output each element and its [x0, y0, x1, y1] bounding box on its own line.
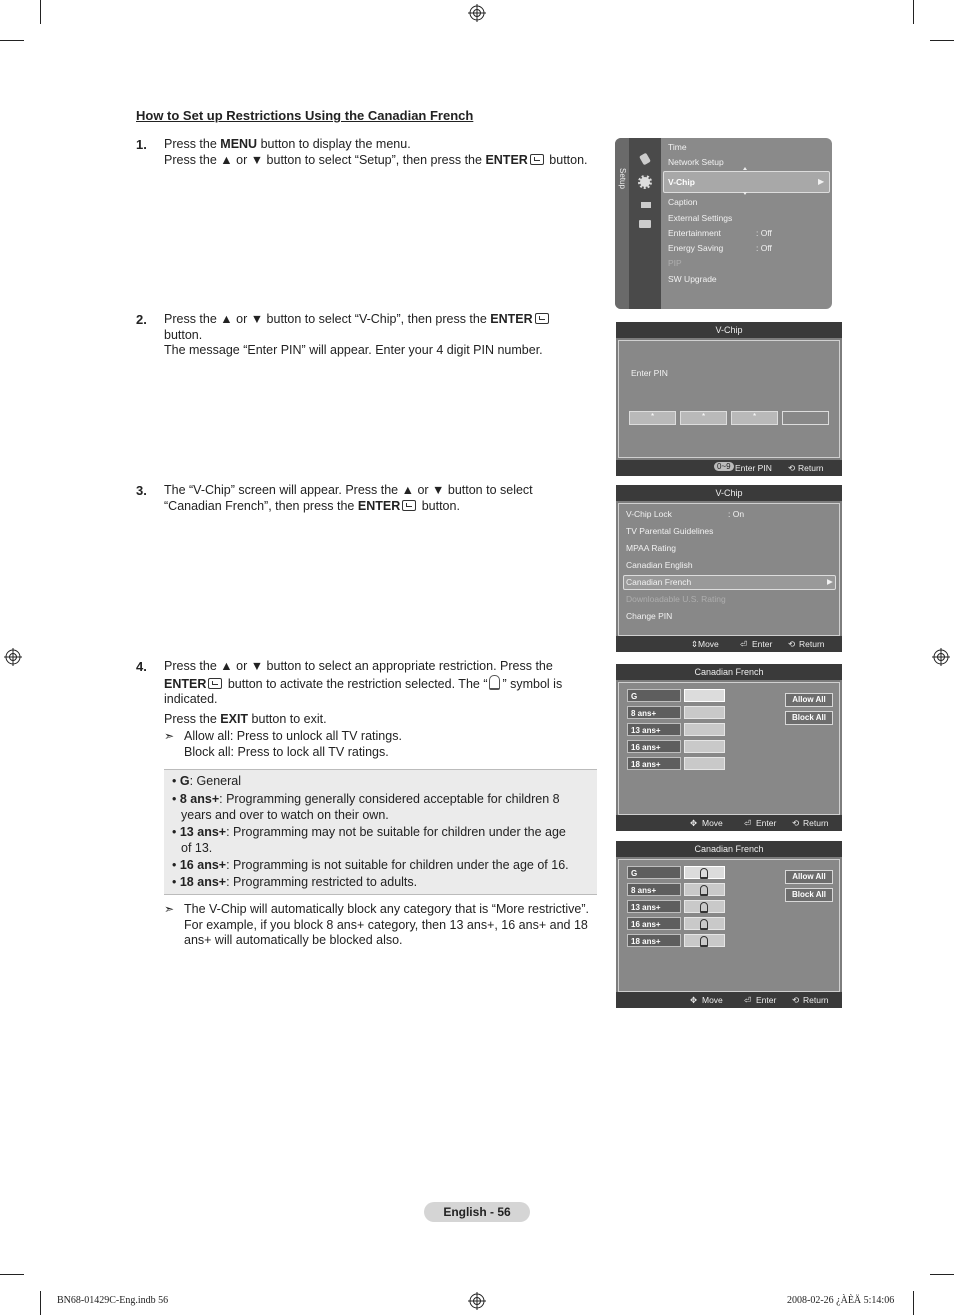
rating-bullet: • G: General: [172, 774, 242, 788]
rating-toggle-g[interactable]: [684, 689, 725, 702]
registration-mark-icon: [4, 648, 22, 666]
rating-label-18: 18 ans+: [627, 934, 681, 947]
setup-menu-screen: [615, 138, 832, 309]
return-hint: Return: [798, 463, 824, 473]
gear-icon: [638, 175, 652, 189]
input-icon: [641, 202, 651, 208]
step-number: 2.: [136, 312, 147, 327]
rating-label-g: G: [627, 689, 681, 702]
support-icon: [639, 220, 651, 228]
rating-toggle-g[interactable]: [684, 866, 725, 879]
canadian-french-item[interactable]: Canadian French: [626, 577, 692, 587]
screen-footer: [616, 992, 842, 1008]
crop-mark: [930, 40, 954, 41]
enter-icon: [530, 154, 544, 165]
enter-icon: ⏎: [740, 639, 748, 649]
canadian-french-screen-unlocked: [616, 664, 842, 831]
menu-item-pip: PIP: [668, 258, 682, 268]
note-arrow-icon: ➣: [164, 902, 175, 916]
enter-icon: [535, 313, 549, 324]
step-2-text: Press the ▲ or ▼ button to select “V-Chip”, then press the ENTER button. The message “Enter PIN” will appear. Enter your 4 digit PIN number.: [164, 312, 604, 359]
downloadable-us-rating-item: Downloadable U.S. Rating: [626, 594, 726, 604]
pin-panel: [618, 340, 840, 458]
scroll-down-icon: [743, 192, 747, 195]
page-number-badge: English - 56: [424, 1202, 530, 1222]
change-pin-item[interactable]: Change PIN: [626, 611, 673, 621]
crop-mark: [0, 1274, 24, 1275]
number-keys-icon: 0~9: [714, 462, 734, 471]
rating-toggle-8[interactable]: [684, 706, 725, 719]
rating-toggle-13[interactable]: [684, 900, 725, 913]
enter-pin-label: Enter PIN: [631, 368, 668, 378]
crop-mark: [0, 40, 24, 41]
lock-icon: [700, 885, 708, 896]
move-hint: Move: [702, 995, 723, 1005]
return-hint: Return: [799, 639, 825, 649]
lock-icon: [700, 936, 708, 947]
rating-toggle-13[interactable]: [684, 723, 725, 736]
return-icon: ⟲: [788, 639, 796, 649]
allow-all-button[interactable]: Allow All: [785, 693, 833, 707]
rating-bullet: • 18 ans+: Programming restricted to adults.: [172, 875, 418, 889]
step-number: 4.: [136, 659, 147, 674]
up-down-icon: ⇕: [691, 639, 699, 649]
rating-bullet: • 13 ans+: Programming may not be suitable for children under the age of 13.: [172, 825, 566, 855]
allow-all-button[interactable]: Allow All: [785, 870, 833, 884]
screen-title: V-Chip: [616, 485, 842, 501]
pin-digit-3[interactable]: *: [731, 411, 778, 425]
step-number: 1.: [136, 137, 147, 152]
menu-item-caption[interactable]: Caption: [668, 197, 698, 207]
return-icon: ⟲: [792, 818, 800, 828]
crop-mark: [930, 1274, 954, 1275]
rating-label-8: 8 ans+: [627, 883, 681, 896]
menu-item-sw-upgrade[interactable]: SW Upgrade: [668, 274, 717, 284]
rating-label-8: 8 ans+: [627, 706, 681, 719]
menu-item-network-setup[interactable]: Network Setup: [668, 157, 724, 167]
date-slug: 2008-02-26 ¿ÀÈÄ 5:14:06: [787, 1295, 895, 1306]
step-3-text: The “V-Chip” screen will appear. Press the ▲ or ▼ button to select “Canadian French”, then press the ENTER button.: [164, 483, 533, 513]
rating-label-g: G: [627, 866, 681, 879]
pin-digit-1[interactable]: *: [629, 411, 676, 425]
enter-hint: Enter: [756, 995, 777, 1005]
lock-icon: [700, 868, 708, 879]
return-hint: Return: [803, 995, 829, 1005]
enter-icon: ⏎: [744, 995, 752, 1005]
canadian-french-screen-locked: [616, 841, 842, 1008]
block-all-button[interactable]: Block All: [785, 711, 833, 725]
menu-item-external-settings[interactable]: External Settings: [668, 213, 733, 223]
screen-title: V-Chip: [616, 322, 842, 338]
move-hint: Move: [702, 818, 723, 828]
enter-hint: Enter: [752, 639, 773, 649]
menu-item-energy-saving[interactable]: Energy Saving: [668, 243, 724, 253]
pin-digit-2[interactable]: *: [680, 411, 727, 425]
move-arrows-icon: ✥: [690, 995, 698, 1005]
auto-block-note: The V-Chip will automatically block any category that is “More restrictive”. For example, if you block 8 ans+ category, then 13 ans+, 16 ans+ and 18 ans+ will automatically be blocked also.: [184, 902, 590, 947]
step-4-text: Press the ▲ or ▼ button to select an appropriate restriction. Press the ENTER button to activate the restriction selected. The “ ” symbol is indicated. Press the EXIT button to exit.: [164, 659, 563, 726]
enter-pin-hint: Enter PIN: [735, 463, 772, 473]
mpaa-rating-item[interactable]: MPAA Rating: [626, 543, 676, 553]
vchip-lock-item[interactable]: V-Chip Lock: [626, 509, 672, 519]
block-all-button[interactable]: Block All: [785, 888, 833, 902]
allow-block-note: Allow all: Press to unlock all TV ratings. Block all: Press to lock all TV ratings.: [184, 729, 402, 759]
step-1-text: Press the MENU button to display the menu. Press the ▲ or ▼ button to select “Setup”, then press the ENTER button.: [164, 137, 588, 167]
crop-mark: [40, 0, 41, 24]
move-hint: Move: [698, 639, 719, 649]
energy-saving-value: : Off: [756, 243, 772, 253]
chevron-right-icon: ▶: [818, 177, 825, 186]
lock-icon: [700, 902, 708, 913]
ratings-info-box: [164, 769, 597, 895]
return-icon: ⟲: [792, 995, 800, 1005]
enter-icon: [402, 500, 416, 511]
vchip-lock-value: : On: [728, 509, 745, 519]
crop-mark: [40, 1291, 41, 1315]
chevron-right-icon: ▶: [827, 577, 833, 586]
enter-pin-screen: [616, 322, 842, 476]
registration-mark-icon: [468, 4, 486, 22]
rating-label-16: 16 ans+: [627, 917, 681, 930]
vchip-menu-screen: [616, 485, 842, 652]
step-number: 3.: [136, 483, 147, 498]
crop-mark: [913, 0, 914, 24]
rating-toggle-16[interactable]: [684, 740, 725, 753]
rating-toggle-18[interactable]: [684, 757, 725, 770]
screen-footer: [616, 815, 842, 831]
screen-footer: [616, 460, 842, 476]
menu-item-vchip[interactable]: V-Chip: [668, 177, 695, 187]
enter-icon: [208, 678, 222, 689]
scroll-up-icon: [743, 167, 747, 170]
canadian-english-item[interactable]: Canadian English: [626, 560, 693, 570]
rating-toggle-16[interactable]: [684, 917, 725, 930]
enter-hint: Enter: [756, 818, 777, 828]
ratings-panel: [618, 682, 840, 815]
setup-side-label: Setup: [618, 168, 627, 189]
screen-title: Canadian French: [616, 841, 842, 857]
side-strip: [615, 138, 629, 309]
screen-footer: [616, 636, 842, 652]
return-hint: Return: [803, 818, 829, 828]
rating-label-18: 18 ans+: [627, 757, 681, 770]
screen-title: Canadian French: [616, 664, 842, 680]
rating-toggle-18[interactable]: [684, 934, 725, 947]
rating-toggle-8[interactable]: [684, 883, 725, 896]
entertainment-value: : Off: [756, 228, 772, 238]
tv-parental-guidelines-item[interactable]: TV Parental Guidelines: [626, 526, 714, 536]
note-arrow-icon: ➣: [164, 729, 175, 743]
enter-icon: ⏎: [744, 818, 752, 828]
rating-label-13: 13 ans+: [627, 900, 681, 913]
vchip-panel: [618, 503, 840, 636]
menu-item-entertainment[interactable]: Entertainment: [668, 228, 721, 238]
rating-bullet: • 16 ans+: Programming is not suitable for children under the age of 16.: [172, 858, 569, 872]
file-slug: BN68-01429C-Eng.indb 56: [57, 1295, 169, 1306]
registration-mark-icon: [468, 1292, 486, 1310]
menu-item-time[interactable]: Time: [668, 142, 687, 152]
rating-bullet: • 8 ans+: Programming generally considered acceptable for children 8 years and over to watch on their own.: [172, 792, 560, 822]
rating-label-16: 16 ans+: [627, 740, 681, 753]
registration-mark-icon: [932, 648, 950, 666]
ratings-panel: [618, 859, 840, 992]
lock-icon: [700, 919, 708, 930]
move-arrows-icon: ✥: [690, 818, 698, 828]
crop-mark: [913, 1291, 914, 1315]
rating-label-13: 13 ans+: [627, 723, 681, 736]
lock-icon: [489, 675, 500, 690]
pin-digit-4[interactable]: [782, 411, 829, 425]
return-icon: ⟲: [788, 463, 796, 473]
page-heading: How to Set up Restrictions Using the Canadian French: [136, 108, 474, 123]
